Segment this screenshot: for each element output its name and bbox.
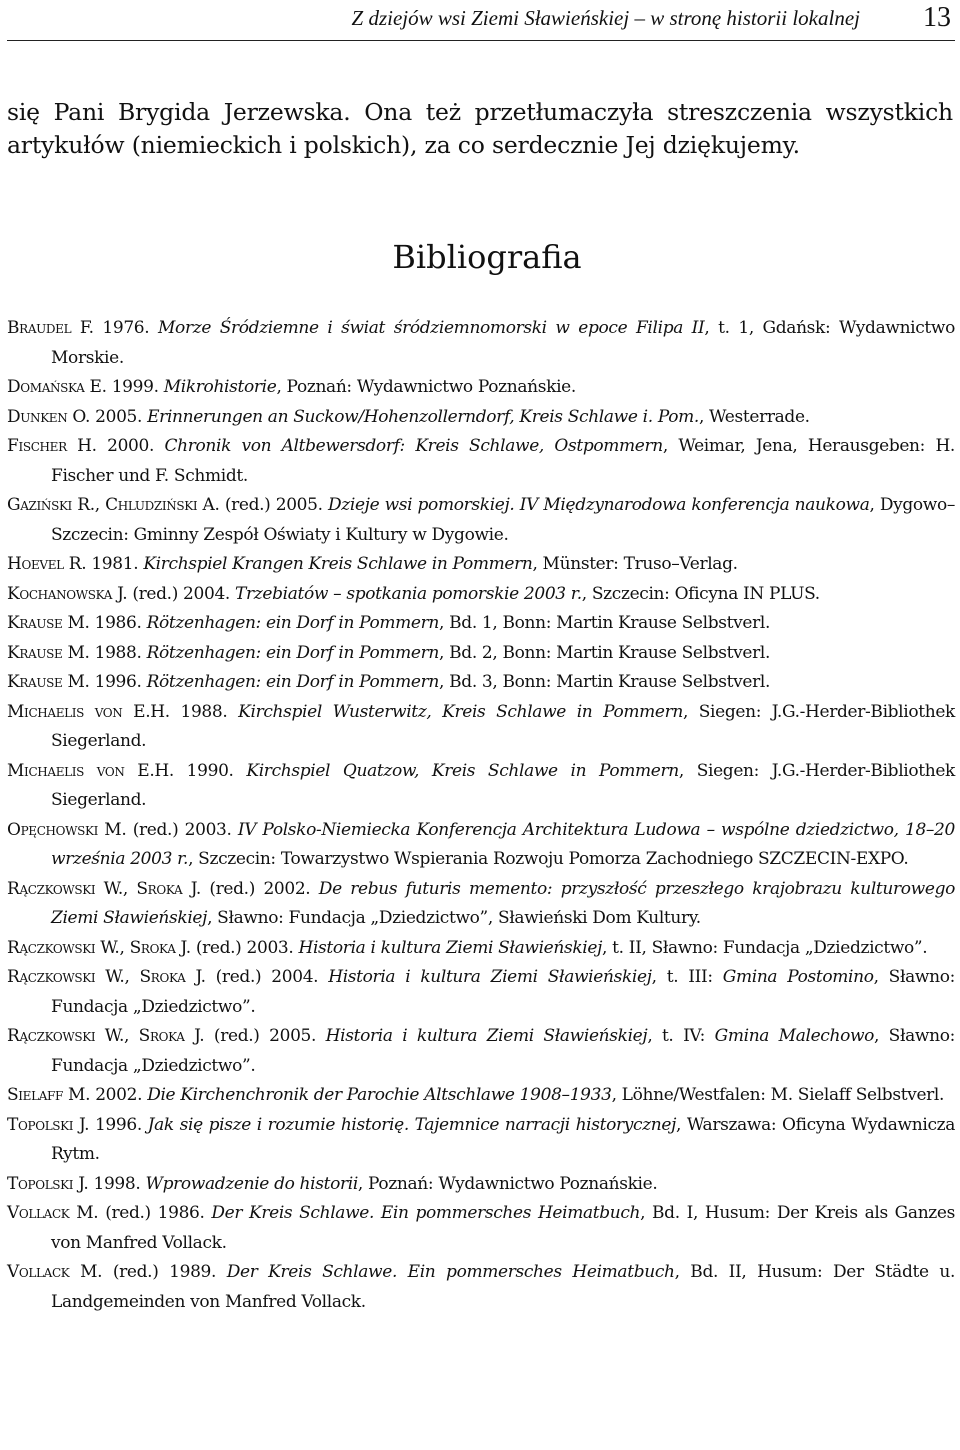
- entry-author: Domańska E.: [7, 377, 107, 397]
- entry-year: (red.) 2005.: [204, 1026, 326, 1046]
- entry-year: 1988.: [169, 701, 239, 722]
- entry-title: Der Kreis Schlawe. Ein pommersches Heimatbuch: [226, 1262, 675, 1282]
- entry-title: Kirchspiel Krangen Kreis Schlawe in Pommern: [143, 554, 533, 574]
- entry-publication: , Löhne/Westfalen: M. Sielaff Selbstverl.: [611, 1085, 945, 1105]
- bibliography-entry: [7, 639, 955, 669]
- bibliography-entry: [7, 757, 955, 816]
- entry-subtitle: Gmina Postomino: [722, 967, 874, 987]
- entry-title: Rötzenhagen: ein Dorf in Pommern: [146, 642, 440, 663]
- entry-year: 1988.: [89, 642, 147, 663]
- entry-publication: , Siegen: J.G.-Herder-Bibliothek Siegerland.: [51, 760, 955, 810]
- entry-author: Vollack M.: [7, 1262, 103, 1282]
- entry-title: De rebus futuris memento: przyszłość przeszłego krajobrazu kulturowego Ziemi Sławieńskiej: [51, 878, 955, 928]
- bibliography-entry: [7, 668, 955, 698]
- entry-publication: , Siegen: J.G.-Herder-Bibliothek Siegerland.: [51, 701, 955, 751]
- bibliography-entry: [7, 963, 955, 1022]
- entry-title: Morze Śródziemne i świat śródziemnomorski w epoce Filipa II: [158, 318, 705, 338]
- entry-title: Mikrohistorie: [163, 377, 277, 397]
- entry-year: 2000.: [96, 436, 165, 456]
- entry-title: Der Kreis Schlawe. Ein pommersches Heimatbuch: [211, 1203, 641, 1223]
- page-number: 13: [923, 2, 951, 33]
- entry-year: (red.) 2003.: [126, 819, 238, 840]
- entry-publication: , Münster: Truso–Verlag.: [532, 554, 738, 574]
- bibliography-entry: [7, 1111, 955, 1170]
- entry-title: Kirchspiel Wusterwitz, Kreis Schlawe in Pommern: [238, 701, 683, 722]
- entry-publication: , Poznań: Wydawnictwo Poznańskie.: [357, 1173, 658, 1194]
- entry-author: Opęchowski M.: [7, 819, 127, 840]
- bibliography-entry: [7, 698, 955, 757]
- entry-title: Erinnerungen an Suckow/Hohenzollerndorf, Kreis Schlawe i. Pom.: [147, 406, 699, 427]
- entry-publication: , Warszawa: Oficyna Wydawnicza Rytm.: [51, 1114, 956, 1164]
- entry-title: Rötzenhagen: ein Dorf in Pommern: [146, 672, 440, 692]
- bibliography-entry: [7, 1081, 955, 1111]
- entry-author: Rączkowski W., Sroka J.: [7, 967, 206, 987]
- entry-title: Rötzenhagen: ein Dorf in Pommern: [146, 613, 440, 633]
- bibliography-entry: [7, 816, 955, 875]
- entry-publication-continued: , Sławno: Fundacja „Dziedzictwo”.: [51, 1026, 955, 1076]
- entry-year: (red.) 2004.: [127, 583, 236, 604]
- entry-author: Rączkowski W., Sroka J.: [7, 937, 191, 958]
- bibliography-list: [7, 314, 955, 1317]
- entry-publication: , Szczecin: Oficyna IN PLUS.: [581, 583, 820, 604]
- entry-publication: , Bd. II, Husum: Der Städte u. Landgemeinden von Manfred Vollack.: [51, 1262, 955, 1312]
- entry-publication: , Poznań: Wydawnictwo Poznańskie.: [276, 377, 576, 397]
- entry-author: Kochanowska J.: [7, 583, 128, 604]
- entry-author: Michaelis von E.H.: [7, 760, 174, 781]
- entry-year: (red.) 2004.: [205, 967, 329, 987]
- entry-author: Braudel F.: [7, 318, 94, 338]
- bibliography-entry: [7, 403, 955, 433]
- bibliography-entry: [7, 550, 955, 580]
- bibliography-entry: [7, 373, 955, 403]
- entry-publication: , Sławno: Fundacja „Dziedzictwo”, Sławieński Dom Kultury.: [207, 908, 701, 928]
- entry-year: 1981.: [86, 554, 144, 574]
- entry-author: Sielaff M.: [7, 1085, 91, 1105]
- entry-publication: , t. 1, Gdańsk: Wydawnictwo Morskie.: [51, 318, 956, 368]
- running-header: [7, 0, 955, 41]
- entry-year: 1990.: [173, 760, 247, 781]
- entry-author: Gaziński R., Chludziński A.: [7, 495, 220, 515]
- entry-year: (red.) 2005.: [219, 495, 328, 515]
- entry-publication: , Szczecin: Towarzystwo Wspierania Rozwoju Pomorza Zachodniego SZCZECIN-EXPO.: [188, 849, 909, 869]
- entry-year: 1996.: [89, 672, 147, 692]
- entry-year: (red.) 2002.: [200, 878, 319, 899]
- document-page: [7, 0, 955, 1450]
- entry-title: Historia i kultura Ziemi Sławieńskiej: [328, 967, 652, 987]
- entry-author: Krause M.: [7, 613, 90, 633]
- entry-year: 1999.: [106, 377, 164, 397]
- entry-publication: , Weimar, Jena, Herausgeben: H. Fischer und F. Schmidt.: [51, 436, 955, 486]
- entry-year: 1986.: [89, 613, 147, 633]
- entry-year: 1996.: [89, 1114, 148, 1135]
- entry-title: Kirchspiel Quatzow, Kreis Schlawe in Pommern: [246, 760, 679, 781]
- bibliography-entry: [7, 1258, 955, 1317]
- entry-year: 1976.: [93, 318, 158, 338]
- entry-author: Krause M.: [7, 672, 90, 692]
- entry-subtitle: Gmina Malechowo: [714, 1026, 875, 1046]
- entry-title: Historia i kultura Ziemi Sławieńskiej: [298, 937, 603, 958]
- entry-title: Historia i kultura Ziemi Sławieńskiej: [325, 1026, 648, 1046]
- entry-author: Hoevel R.: [7, 554, 87, 574]
- entry-author: Krause M.: [7, 642, 90, 663]
- entry-publication: , Bd. I, Husum: Der Kreis als Ganzes von Manfred Vollack.: [51, 1203, 955, 1253]
- entry-publication: , t. IV:: [647, 1026, 715, 1046]
- entry-year: (red.) 1986.: [98, 1203, 212, 1223]
- entry-author: Vollack M.: [7, 1203, 99, 1223]
- entry-title: IV Polsko-Niemiecka Konferencja Architektura Ludowa – wspólne dziedzictwo, 18–20 września 2003 r.: [51, 819, 955, 869]
- entry-publication-continued: , Sławno: Fundacja „Dziedzictwo”.: [51, 967, 955, 1017]
- bibliography-entry: [7, 314, 955, 373]
- entry-publication: , t. III:: [651, 967, 723, 987]
- bibliography-entry: [7, 1022, 955, 1081]
- entry-title: Jak się pisze i rozumie historię. Tajemnice narracji historycznej: [147, 1114, 677, 1135]
- running-title: Z dziejów wsi Ziemi Sławieńskiej – w stronę historii lokalnej: [351, 6, 860, 30]
- bibliography-entry: [7, 1170, 955, 1200]
- entry-year: (red.) 1989.: [102, 1262, 227, 1282]
- entry-publication: , Dygowo–Szczecin: Gminny Zespół Oświaty i Kultury w Dygowie.: [51, 495, 956, 545]
- entry-title: Die Kirchenchronik der Parochie Altschlawe 1908–1933: [147, 1085, 612, 1105]
- bibliography-entry: [7, 432, 955, 491]
- bibliography-entry: [7, 609, 955, 639]
- entry-publication: , Westerrade.: [698, 406, 810, 427]
- entry-author: Rączkowski W., Sroka J.: [7, 878, 201, 899]
- entry-author: Topolski J.: [7, 1173, 89, 1194]
- entry-title: Trzebiatów – spotkania pomorskie 2003 r.: [235, 583, 582, 604]
- entry-title: Chronik von Altbewersdorf: Kreis Schlawe, Ostpommern: [164, 436, 663, 456]
- entry-author: Dunken O.: [7, 406, 91, 427]
- intro-paragraph: się Pani Brygida Jerzewska. Ona też przetłumaczyła streszczenia wszystkich artykułów (niemieckich i polskich), za co serdecznie Jej dziękujemy.: [7, 97, 953, 159]
- entry-publication: , Bd. 1, Bonn: Martin Krause Selbstverl.: [439, 613, 771, 633]
- bibliography-entry: [7, 934, 955, 964]
- entry-author: Michaelis von E.H.: [7, 701, 170, 722]
- bibliography-entry: [7, 1199, 955, 1258]
- entry-publication: , t. II, Sławno: Fundacja „Dziedzictwo”.: [602, 937, 928, 958]
- entry-author: Fischer H.: [7, 436, 97, 456]
- entry-author: Topolski J.: [7, 1114, 90, 1135]
- entry-publication: , Bd. 3, Bonn: Martin Krause Selbstverl.: [439, 672, 771, 692]
- entry-publication: , Bd. 2, Bonn: Martin Krause Selbstverl.: [439, 642, 771, 663]
- entry-year: 2002.: [90, 1085, 148, 1105]
- entry-year: 1998.: [88, 1173, 146, 1194]
- entry-year: 2005.: [90, 406, 148, 427]
- entry-title: Wprowadzenie do historii: [145, 1173, 358, 1194]
- bibliography-entry: [7, 875, 955, 934]
- entry-title: Dzieje wsi pomorskiej. IV Międzynarodowa konferencja naukowa: [327, 495, 870, 515]
- bibliography-entry: [7, 491, 955, 550]
- entry-year: (red.) 2003.: [190, 937, 299, 958]
- section-heading: Bibliografia: [392, 238, 582, 276]
- entry-author: Rączkowski W., Sroka J.: [7, 1026, 205, 1046]
- bibliography-entry: [7, 580, 955, 610]
